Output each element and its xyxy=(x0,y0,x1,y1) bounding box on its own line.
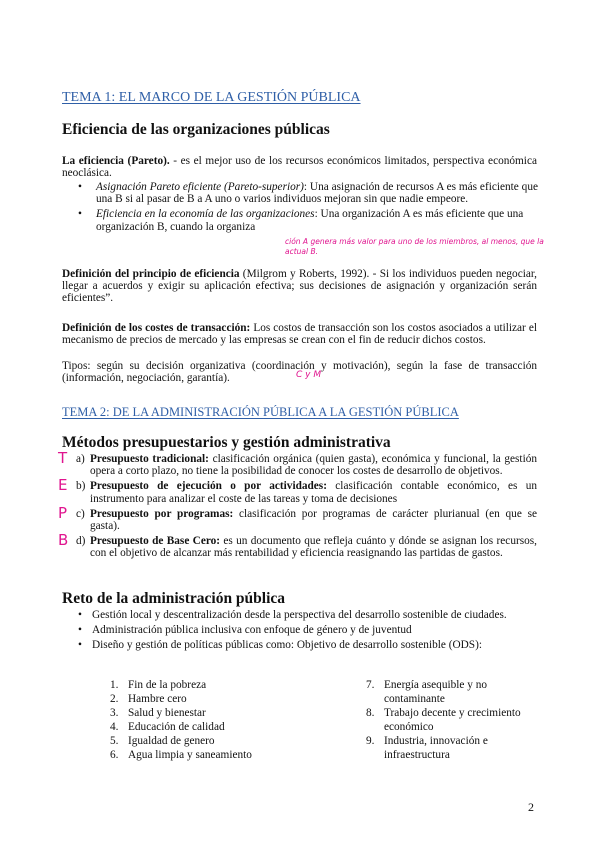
principio-text: (Milgrom y Roberts, 1992). - Si los individuos pueden negociar, llegar a acuerdos y exigir su aplicación efectiva; sus decisiones de asignación y organización serán eficientes”. xyxy=(62,268,537,305)
ods-number: 4. xyxy=(110,721,119,733)
item-text: clasificación por programas de carácter plurianual (en que se gasta). xyxy=(90,507,537,533)
ods-item xyxy=(110,678,310,692)
item-term: Presupuesto tradicional: xyxy=(90,453,209,465)
costes-definition xyxy=(62,322,537,346)
principio-term: Definición del principio de eficiencia xyxy=(62,268,240,280)
ods-list-right xyxy=(366,678,556,762)
item-text: es un documento que refleja cuánto y dónde se asignan los recursos, con el objetivo de alcanzar más rentabilidad y eficiencia reasignando las partidas de gastos. xyxy=(90,535,537,560)
ods-label: Educación de calidad xyxy=(128,721,225,733)
list-item xyxy=(78,181,538,205)
ods-item xyxy=(110,734,310,748)
reto-section-title: Reto de la administración pública xyxy=(62,590,286,607)
bullet-term: Eficiencia en la economía de las organizaciones xyxy=(96,208,315,221)
ods-item xyxy=(110,692,310,706)
pen-mark-icon: P xyxy=(58,503,68,522)
bullet-text: Gestión local y descentralización desde la perspectiva del desarrollo sostenible de ciudades. xyxy=(92,609,507,621)
ods-list-left xyxy=(110,678,310,762)
item-letter: a) xyxy=(76,453,85,465)
bullet-text: Administración pública inclusiva con enfoque de género y de juventud xyxy=(92,624,412,637)
list-item xyxy=(58,476,537,505)
list-item xyxy=(78,639,538,651)
ods-number: 2. xyxy=(110,693,119,705)
ods-label: Trabajo decente y crecimiento xyxy=(384,707,521,719)
ods-number: 7. xyxy=(366,679,375,691)
bullet-text: : Una asignación de recursos A es más eficiente que una B si al pasar de B a A uno o varios individuos mejoran sin que nadie empeore. xyxy=(96,181,538,206)
ods-label-continued: contaminante xyxy=(384,693,445,705)
costes-text: Los costos de transacción son los costos asociados a utilizar el mecanismo de precios de mercado y las empresas se crean con el fin de reducir dichos costos. xyxy=(62,322,537,347)
ods-number: 5. xyxy=(110,735,119,747)
ods-label: Agua limpia y saneamiento xyxy=(128,749,252,761)
bullet-icon: • xyxy=(78,639,82,652)
ods-number: 6. xyxy=(110,749,119,761)
ods-item xyxy=(366,678,556,692)
eficiencia-text: - es el mejor uso de los recursos económicos limitados, perspectiva económica neoclásica. xyxy=(62,155,537,180)
eficiencia-section-title: Eficiencia de las organizaciones públicas xyxy=(62,121,330,138)
item-text: clasificación orgánica (quien gasta), económica y funcional, la gestión opera a corto plazo, no tiene la posibilidad de conocer los costes de desarrollo de objetivos. xyxy=(90,453,538,478)
ods-label: Energía asequible y no xyxy=(384,679,488,691)
ods-number: 8. xyxy=(366,707,375,719)
item-letter: d) xyxy=(76,535,86,548)
pen-mark-icon: E xyxy=(58,476,68,495)
pen-mark-icon: T xyxy=(58,449,68,467)
bullet-term: Asignación Pareto eficiente (Pareto-superior) xyxy=(96,181,304,193)
ods-label: Salud y bienestar xyxy=(128,707,206,719)
ods-label: Fin de la pobreza xyxy=(128,679,207,691)
list-item xyxy=(78,624,538,636)
bullet-icon: • xyxy=(78,181,82,193)
list-item xyxy=(58,503,537,533)
item-letter: b) xyxy=(76,480,86,493)
reto-bullets xyxy=(78,609,538,652)
list-item xyxy=(78,609,538,621)
page-number: 2 xyxy=(528,800,534,814)
item-term: Presupuesto de Base Cero: xyxy=(90,535,221,548)
eficiencia-bullets xyxy=(78,181,538,233)
tema1-heading: TEMA 1: EL MARCO DE LA GESTIÓN PÚBLICA xyxy=(62,90,361,105)
ods-number: 1. xyxy=(110,679,119,691)
ods-number: 3. xyxy=(110,707,119,719)
bullet-text: : Una organización A es más eficiente que una organización B, cuando la organiza xyxy=(96,208,524,233)
ods-item xyxy=(366,706,556,720)
bullet-icon: • xyxy=(78,624,82,637)
ods-label: Industria, innovación e xyxy=(384,735,488,747)
item-text: clasificación contable económico, es un instrumento para analizar el coste de las tareas y toma de decisiones xyxy=(90,480,537,505)
ods-item xyxy=(110,720,310,734)
list-item xyxy=(58,449,538,478)
ods-item xyxy=(110,706,310,720)
handwritten-note: ción A genera más valor para uno de los miembros, al menos, que la actual B. xyxy=(285,237,544,256)
metodos-list xyxy=(58,449,538,560)
item-letter: c) xyxy=(76,507,85,520)
bullet-icon: • xyxy=(78,208,82,221)
costes-term: Definición de los costes de transacción: xyxy=(62,322,251,334)
ods-label-continued: infraestructura xyxy=(384,749,450,761)
ods-label-continued: económico xyxy=(384,721,434,733)
eficiencia-definition xyxy=(62,155,537,179)
ods-number: 9. xyxy=(366,735,375,747)
tipos-text: Tipos: según su decisión organizativa (coordinación y motivación), según la fase de transacción (información, negociación, garantía). xyxy=(62,360,537,385)
handwritten-note: C y M xyxy=(296,370,322,380)
pen-mark-icon: B xyxy=(58,531,69,550)
ods-item xyxy=(366,734,556,748)
ods-label: Igualdad de genero xyxy=(128,735,215,747)
ods-label: Hambre cero xyxy=(128,693,187,705)
bullet-text: Diseño y gestión de políticas públicas como: Objetivo de desarrollo sostenible (ODS): xyxy=(92,639,482,652)
list-item xyxy=(78,208,538,232)
bullet-icon: • xyxy=(78,609,82,621)
list-item xyxy=(58,531,537,560)
tema2-heading: TEMA 2: DE LA ADMINISTRACIÓN PÚBLICA A LA GESTIÓN PÚBLICA xyxy=(62,405,459,419)
metodos-section-title: Métodos presupuestarios y gestión administrativa xyxy=(62,434,391,451)
ods-item xyxy=(110,748,310,762)
item-term: Presupuesto de ejecución o por actividades: xyxy=(90,480,327,493)
eficiencia-term: La eficiencia (Pareto). xyxy=(62,155,170,167)
item-term: Presupuesto por programas: xyxy=(90,507,234,520)
principio-definition xyxy=(62,268,537,305)
